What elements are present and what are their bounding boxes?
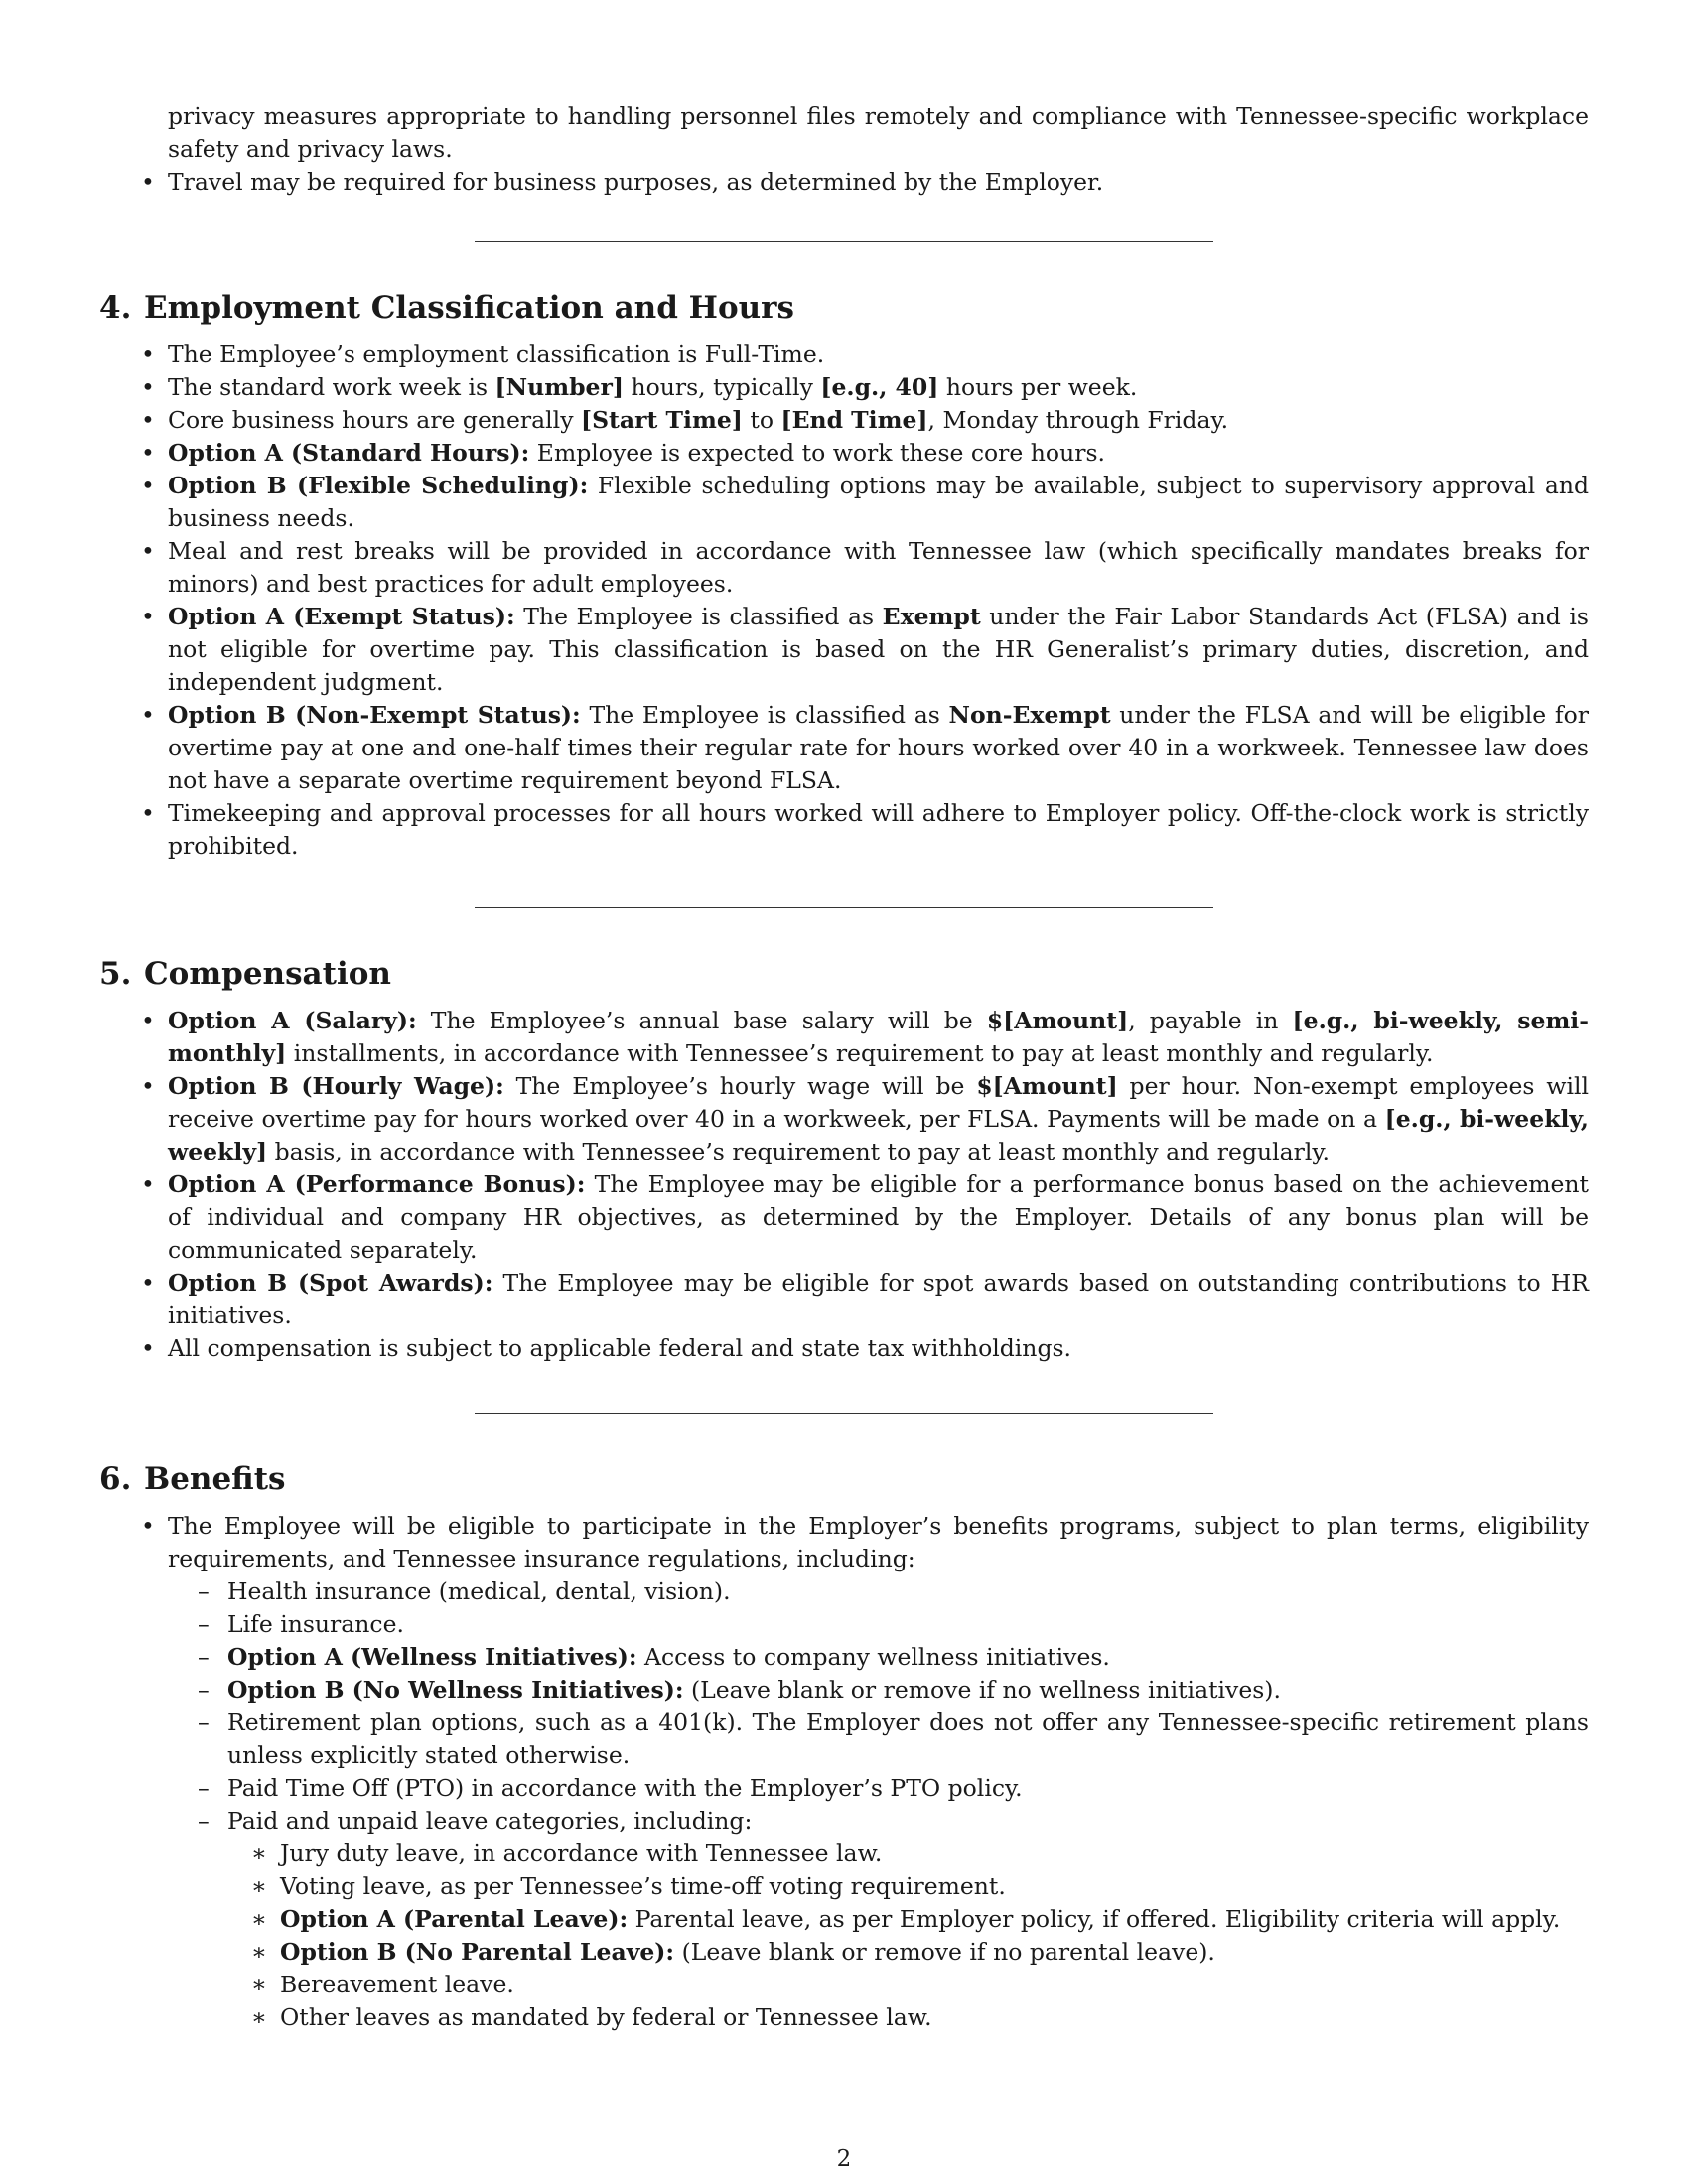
list-item-text bbox=[280, 1938, 1215, 1966]
bullet-marker: • bbox=[141, 1170, 155, 1198]
bold-text: Option A (Standard Hours): bbox=[168, 439, 530, 467]
list-item bbox=[99, 100, 1589, 166]
list-item bbox=[99, 2001, 1589, 2034]
text-run: under the Fair Labor Standards Act (FLSA) and is not eligible for overtime pay. This classification is based on the HR Generalist’s primary duties, discretion, and independent judgment. bbox=[168, 603, 1589, 696]
text-run: The Employee’s annual base salary will be bbox=[416, 1007, 987, 1034]
bullet-marker: • bbox=[141, 373, 155, 401]
section-title: Benefits bbox=[144, 1461, 286, 1497]
bullet-marker: – bbox=[198, 1577, 210, 1605]
bullet-marker: • bbox=[141, 799, 155, 827]
list-item bbox=[99, 1903, 1589, 1936]
bullet-marker: • bbox=[141, 1334, 155, 1362]
text-run: hours per week. bbox=[938, 373, 1138, 401]
list-item-text bbox=[227, 1610, 404, 1638]
list-item bbox=[99, 601, 1589, 699]
section-divider bbox=[475, 241, 1213, 242]
section-heading bbox=[99, 1460, 1589, 1498]
section-number: 5. bbox=[99, 956, 132, 992]
list-item-text bbox=[168, 701, 1589, 794]
bold-text: Option A (Parental Leave): bbox=[280, 1905, 629, 1933]
bold-text: Option B (Spot Awards): bbox=[168, 1269, 493, 1297]
nested-list bbox=[99, 1575, 1589, 2034]
list-item bbox=[99, 1805, 1589, 2034]
bullet-list bbox=[99, 1005, 1589, 1365]
bold-text: $[Amount] bbox=[986, 1007, 1129, 1034]
text-run: The standard work week is bbox=[168, 373, 495, 401]
text-run: installments, in accordance with Tennessee’s requirement to pay at least monthly and regularly. bbox=[286, 1039, 1434, 1067]
bold-text: Option B (No Wellness Initiatives): bbox=[227, 1676, 684, 1704]
bold-text: Option A (Wellness Initiatives): bbox=[227, 1643, 637, 1671]
list-item bbox=[99, 699, 1589, 797]
text-run: to bbox=[742, 406, 781, 434]
list-item bbox=[99, 1575, 1589, 1608]
section-divider bbox=[475, 907, 1213, 908]
bold-text: $[Amount] bbox=[976, 1072, 1118, 1100]
text-run: The Employee is classified as bbox=[580, 701, 949, 729]
bold-text: Non-Exempt bbox=[948, 701, 1111, 729]
list-item-text bbox=[280, 1971, 514, 1998]
list-item-text bbox=[168, 603, 1589, 696]
text-run: (Leave blank or remove if no wellness initiatives). bbox=[683, 1676, 1281, 1704]
text-run: Retirement plan options, such as a 401(k). The Employer does not offer any Tennessee-specific retirement plans unless explicitly stated otherwise. bbox=[227, 1708, 1589, 1769]
continuation-list bbox=[99, 100, 1589, 199]
list-item-text bbox=[280, 1872, 1006, 1900]
bold-text: Option B (Hourly Wage): bbox=[168, 1072, 504, 1100]
list-item-text bbox=[227, 1577, 731, 1605]
text-run: The Employee may be eligible for spot awards based on outstanding contributions to HR initiatives. bbox=[168, 1269, 1589, 1329]
bullet-marker: • bbox=[141, 1072, 155, 1100]
list-item bbox=[99, 1267, 1589, 1332]
list-item bbox=[99, 1772, 1589, 1805]
list-item bbox=[99, 535, 1589, 601]
text-run: The Employee will be eligible to participate in the Employer’s benefits programs, subject to plan terms, eligibility requirements, and Tennessee insurance regulations, including: bbox=[168, 1512, 1589, 1572]
text-run: Voting leave, as per Tennessee’s time-off voting requirement. bbox=[280, 1872, 1006, 1900]
text-run: Flexible scheduling options may be available, subject to supervisory approval and business needs. bbox=[168, 472, 1590, 532]
list-item bbox=[99, 1838, 1589, 1870]
text-run: Travel may be required for business purposes, as determined by the Employer. bbox=[168, 168, 1104, 196]
bullet-marker: • bbox=[141, 439, 155, 467]
text-run: , Monday through Friday. bbox=[927, 406, 1229, 434]
list-item-text bbox=[168, 439, 1105, 467]
bold-text: [Number] bbox=[494, 373, 624, 401]
list-item bbox=[99, 1608, 1589, 1641]
text-run: Bereavement leave. bbox=[280, 1971, 514, 1998]
bullet-marker: • bbox=[141, 1007, 155, 1034]
text-run: Health insurance (medical, dental, vision). bbox=[227, 1577, 731, 1605]
list-item-text bbox=[227, 1807, 752, 1835]
bullet-marker: • bbox=[141, 537, 155, 565]
list-item-text bbox=[168, 1334, 1071, 1362]
text-run: basis, in accordance with Tennessee’s requirement to pay at least monthly and regularly. bbox=[267, 1138, 1331, 1165]
list-item-text bbox=[168, 799, 1589, 860]
section-title: Employment Classification and Hours bbox=[144, 290, 794, 326]
section-4 bbox=[99, 289, 1589, 863]
bold-text: [e.g., 40] bbox=[820, 373, 939, 401]
bullet-marker: • bbox=[141, 168, 155, 196]
bullet-list bbox=[99, 339, 1589, 863]
list-item-text bbox=[168, 1269, 1589, 1329]
list-item-text bbox=[168, 1007, 1589, 1067]
list-item-text bbox=[280, 1905, 1560, 1933]
text-run: The Employee is classified as bbox=[514, 603, 883, 630]
bold-text: Option B (Flexible Scheduling): bbox=[168, 472, 589, 499]
list-item bbox=[99, 1510, 1589, 2034]
bullet-list bbox=[99, 100, 1589, 199]
bullet-marker: • bbox=[141, 406, 155, 434]
text-run: (Leave blank or remove if no parental leave). bbox=[674, 1938, 1215, 1966]
text-run: Access to company wellness initiatives. bbox=[636, 1643, 1110, 1671]
list-item bbox=[99, 1870, 1589, 1903]
bullet-marker: ∗ bbox=[251, 2003, 267, 2031]
list-item bbox=[99, 437, 1589, 470]
text-run: per hour. Non-exempt employees will receive overtime pay for hours worked over 40 in a workweek, per FLSA. Payments will be made on a bbox=[168, 1072, 1589, 1133]
list-item-text bbox=[227, 1708, 1589, 1769]
list-item-text bbox=[168, 472, 1589, 532]
text-run: Paid and unpaid leave categories, including: bbox=[227, 1807, 753, 1835]
text-run: Employee is expected to work these core hours. bbox=[529, 439, 1105, 467]
list-item-text bbox=[168, 373, 1137, 401]
bullet-marker: – bbox=[198, 1774, 210, 1802]
bold-text: [Start Time] bbox=[580, 406, 743, 434]
text-run: , payable in bbox=[1128, 1007, 1293, 1034]
bullet-marker: – bbox=[198, 1643, 210, 1671]
list-item bbox=[99, 470, 1589, 535]
list-item bbox=[99, 166, 1589, 199]
list-item-text bbox=[227, 1774, 1023, 1802]
list-item bbox=[99, 339, 1589, 371]
bullet-marker: – bbox=[198, 1610, 210, 1638]
list-item bbox=[99, 1332, 1589, 1365]
bullet-marker: • bbox=[141, 1269, 155, 1297]
text-run: Other leaves as mandated by federal or Tennessee law. bbox=[280, 2003, 932, 2031]
text-run: The Employee’s employment classification is Full-Time. bbox=[168, 341, 825, 368]
list-item-text bbox=[280, 1840, 882, 1867]
text-run: under the FLSA and will be eligible for overtime pay at one and one-half times their regular rate for hours worked over 40 in a workweek. Tennessee law does not have a separate overtime requirement beyond FLSA. bbox=[168, 701, 1589, 794]
list-item-text bbox=[168, 537, 1589, 598]
bullet-marker: • bbox=[141, 472, 155, 499]
list-item bbox=[99, 797, 1589, 863]
bullet-marker: • bbox=[141, 701, 155, 729]
bullet-marker: ∗ bbox=[251, 1840, 267, 1867]
list-item bbox=[99, 1005, 1589, 1070]
text-run: Timekeeping and approval processes for all hours worked will adhere to Employer policy. Off-the-clock work is strictly prohibited. bbox=[168, 799, 1589, 860]
bold-text: Option B (No Parental Leave): bbox=[280, 1938, 675, 1966]
bold-text: [e.g., bi-weekly, weekly] bbox=[168, 1105, 1589, 1165]
list-item-text bbox=[168, 168, 1103, 196]
bold-text: Option A (Salary): bbox=[168, 1007, 417, 1034]
list-item bbox=[99, 371, 1589, 404]
section-number: 6. bbox=[99, 1461, 132, 1497]
text-run: Paid Time Off (PTO) in accordance with the Employer’s PTO policy. bbox=[227, 1774, 1023, 1802]
list-item bbox=[99, 1674, 1589, 1706]
list-item-text bbox=[168, 1170, 1589, 1264]
bold-text: [End Time] bbox=[780, 406, 928, 434]
bold-text: Option A (Exempt Status): bbox=[168, 603, 515, 630]
text-run: privacy measures appropriate to handling personnel files remotely and compliance with Tennessee-specific workplace safety and privacy laws. bbox=[168, 102, 1589, 163]
bullet-marker: • bbox=[141, 1512, 155, 1540]
text-run: All compensation is subject to applicable federal and state tax withholdings. bbox=[168, 1334, 1072, 1362]
section-5 bbox=[99, 955, 1589, 1365]
section-heading bbox=[99, 955, 1589, 993]
list-item bbox=[99, 1641, 1589, 1674]
list-item bbox=[99, 1936, 1589, 1969]
list-item-text bbox=[168, 102, 1589, 163]
section-divider bbox=[475, 1413, 1213, 1414]
bullet-marker: – bbox=[198, 1676, 210, 1704]
bold-text: [e.g., bi-weekly, semi-monthly] bbox=[168, 1007, 1589, 1067]
list-item bbox=[99, 404, 1589, 437]
bullet-marker: • bbox=[141, 341, 155, 368]
page-number: 2 bbox=[836, 2146, 852, 2172]
text-run: hours, typically bbox=[623, 373, 821, 401]
bullet-list bbox=[99, 1510, 1589, 2034]
bullet-marker: ∗ bbox=[251, 1905, 267, 1933]
list-item bbox=[99, 1070, 1589, 1168]
list-item-text bbox=[168, 1512, 1589, 1572]
list-item-text bbox=[168, 1072, 1589, 1165]
text-run: Parental leave, as per Employer policy, if offered. Eligibility criteria will apply. bbox=[628, 1905, 1561, 1933]
bold-text: Option B (Non-Exempt Status): bbox=[168, 701, 581, 729]
bullet-marker: – bbox=[198, 1708, 210, 1736]
bullet-marker: ∗ bbox=[251, 1971, 267, 1998]
text-run: The Employee may be eligible for a performance bonus based on the achievement of individual and company HR objectives, as determined by the Employer. Details of any bonus plan will be communicated separately. bbox=[168, 1170, 1589, 1264]
text-run: The Employee’s hourly wage will be bbox=[503, 1072, 977, 1100]
text-run: Life insurance. bbox=[227, 1610, 404, 1638]
section-6 bbox=[99, 1460, 1589, 2034]
text-run: Meal and rest breaks will be provided in accordance with Tennessee law (which specifically mandates breaks for minors) and best practices for adult employees. bbox=[168, 537, 1589, 598]
section-heading bbox=[99, 289, 1589, 327]
bold-text: Exempt bbox=[882, 603, 981, 630]
bullet-marker: – bbox=[198, 1807, 210, 1835]
nested-list bbox=[99, 1838, 1589, 2034]
list-item-text bbox=[227, 1643, 1110, 1671]
list-item bbox=[99, 1706, 1589, 1772]
list-item-text bbox=[227, 1676, 1281, 1704]
section-number: 4. bbox=[99, 290, 132, 326]
text-run: Core business hours are generally bbox=[168, 406, 581, 434]
text-run: Jury duty leave, in accordance with Tennessee law. bbox=[280, 1840, 883, 1867]
list-item bbox=[99, 1168, 1589, 1267]
bullet-marker: ∗ bbox=[251, 1938, 267, 1966]
bold-text: Option A (Performance Bonus): bbox=[168, 1170, 586, 1198]
bullet-marker: ∗ bbox=[251, 1872, 267, 1900]
list-item bbox=[99, 1969, 1589, 2001]
section-title: Compensation bbox=[144, 956, 391, 992]
list-item-text bbox=[280, 2003, 932, 2031]
list-item-text bbox=[168, 341, 824, 368]
list-item-text bbox=[168, 406, 1228, 434]
bullet-marker: • bbox=[141, 603, 155, 630]
